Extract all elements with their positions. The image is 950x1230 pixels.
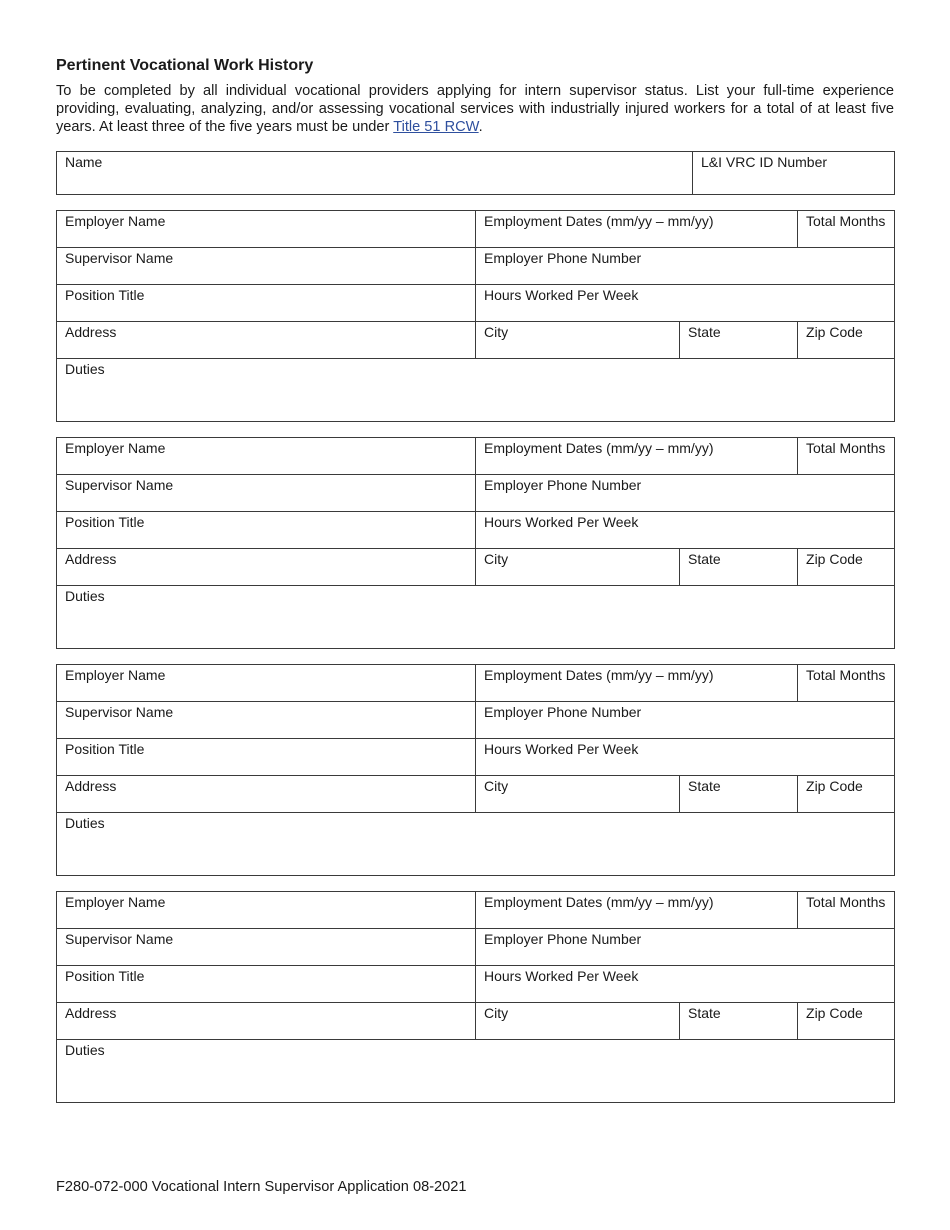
hours-per-week-label: Hours Worked Per Week [484,287,639,303]
address-label: Address [65,551,117,567]
state-label: State [688,324,721,340]
state-field[interactable] [680,776,798,813]
employment-dates-label: Employment Dates (mm/yy – mm/yy) [484,894,714,910]
duties-label: Duties [65,361,105,377]
supervisor-name-field[interactable] [57,702,476,739]
hours-per-week-field[interactable] [476,512,895,549]
zip-code-label: Zip Code [806,1005,863,1021]
employer-name-field[interactable] [57,438,476,475]
zip-code-field[interactable] [798,549,895,586]
title-51-rcw-link[interactable]: Title 51 RCW [393,119,479,135]
supervisor-name-field[interactable] [57,248,476,285]
supervisor-name-field[interactable] [57,929,476,966]
name-label: Name [65,154,103,170]
position-title-label: Position Title [65,287,145,303]
city-field[interactable] [476,322,680,359]
hours-per-week-label: Hours Worked Per Week [484,514,639,530]
address-field[interactable] [57,1003,476,1040]
employer-phone-field[interactable] [476,929,895,966]
employer-name-field[interactable] [57,665,476,702]
position-title-field[interactable] [57,512,476,549]
employment-dates-label: Employment Dates (mm/yy – mm/yy) [484,213,714,229]
position-title-label: Position Title [65,514,145,530]
position-title-field[interactable] [57,285,476,322]
state-field[interactable] [680,322,798,359]
address-label: Address [65,324,117,340]
city-label: City [484,551,509,567]
hours-per-week-label: Hours Worked Per Week [484,741,639,757]
employer-name-label: Employer Name [65,894,166,910]
state-label: State [688,778,721,794]
employer-phone-label: Employer Phone Number [484,931,642,947]
state-label: State [688,1005,721,1021]
supervisor-name-field[interactable] [57,475,476,512]
supervisor-name-label: Supervisor Name [65,931,174,947]
city-field[interactable] [476,776,680,813]
duties-label: Duties [65,815,105,831]
employer-phone-field[interactable] [476,248,895,285]
zip-code-field[interactable] [798,776,895,813]
duties-field[interactable] [57,586,895,649]
employer-phone-field[interactable] [476,702,895,739]
total-months-field[interactable] [798,211,895,248]
city-label: City [484,778,509,794]
city-label: City [484,1005,509,1021]
employer-name-label: Employer Name [65,440,166,456]
total-months-field[interactable] [798,665,895,702]
intro-text-end: . [478,119,483,135]
city-label: City [484,324,509,340]
duties-label: Duties [65,1042,105,1058]
employer-phone-label: Employer Phone Number [484,477,642,493]
hours-per-week-field[interactable] [476,739,895,776]
zip-code-field[interactable] [798,322,895,359]
hours-per-week-field[interactable] [476,966,895,1003]
address-field[interactable] [57,549,476,586]
employer-phone-field[interactable] [476,475,895,512]
form-footer: F280-072-000 Vocational Intern Supervisor Application 08-2021 [56,1179,467,1195]
zip-code-field[interactable] [798,1003,895,1040]
hours-per-week-field[interactable] [476,285,895,322]
city-field[interactable] [476,549,680,586]
position-title-label: Position Title [65,741,145,757]
employer-phone-label: Employer Phone Number [484,250,642,266]
state-field[interactable] [680,549,798,586]
employment-entry-table-1 [56,210,895,422]
employment-dates-label: Employment Dates (mm/yy – mm/yy) [484,667,714,683]
name-field[interactable] [57,152,693,195]
vrc-id-field[interactable] [693,152,895,195]
form-page [56,54,894,1103]
applicant-name-table [56,151,895,195]
address-label: Address [65,778,117,794]
employment-dates-field[interactable] [476,892,798,929]
supervisor-name-label: Supervisor Name [65,477,174,493]
supervisor-name-label: Supervisor Name [65,250,174,266]
address-field[interactable] [57,322,476,359]
zip-code-label: Zip Code [806,551,863,567]
address-field[interactable] [57,776,476,813]
employer-name-field[interactable] [57,892,476,929]
employer-phone-label: Employer Phone Number [484,704,642,720]
duties-field[interactable] [57,813,895,876]
employment-entry-table-4 [56,891,895,1103]
address-label: Address [65,1005,117,1021]
zip-code-label: Zip Code [806,324,863,340]
employer-name-label: Employer Name [65,667,166,683]
total-months-label: Total Months [806,894,886,910]
hours-per-week-label: Hours Worked Per Week [484,968,639,984]
employment-entries [56,210,894,1103]
employment-entry-table-2 [56,437,895,649]
duties-label: Duties [65,588,105,604]
vrc-id-label: L&I VRC ID Number [701,154,828,170]
employer-name-label: Employer Name [65,213,166,229]
page-title: Pertinent Vocational Work History [56,57,314,74]
intro-paragraph [56,82,894,136]
city-field[interactable] [476,1003,680,1040]
state-label: State [688,551,721,567]
intro-text: To be completed by all individual vocational providers applying for intern supervisor status. List your full-time experience providing, evaluating, analyzing, and/or assessing vocational services with industrially injured workers for a total of at least five years. At least three of the five years must be under [56,83,894,135]
position-title-field[interactable] [57,739,476,776]
total-months-field[interactable] [798,438,895,475]
duties-field[interactable] [57,1040,895,1103]
position-title-field[interactable] [57,966,476,1003]
duties-field[interactable] [57,359,895,422]
employment-entry-table-3 [56,664,895,876]
total-months-label: Total Months [806,440,886,456]
total-months-field[interactable] [798,892,895,929]
employment-dates-label: Employment Dates (mm/yy – mm/yy) [484,440,714,456]
employment-dates-field[interactable] [476,438,798,475]
state-field[interactable] [680,1003,798,1040]
total-months-label: Total Months [806,213,886,229]
employment-dates-field[interactable] [476,665,798,702]
total-months-label: Total Months [806,667,886,683]
zip-code-label: Zip Code [806,778,863,794]
supervisor-name-label: Supervisor Name [65,704,174,720]
employer-name-field[interactable] [57,211,476,248]
employment-dates-field[interactable] [476,211,798,248]
position-title-label: Position Title [65,968,145,984]
